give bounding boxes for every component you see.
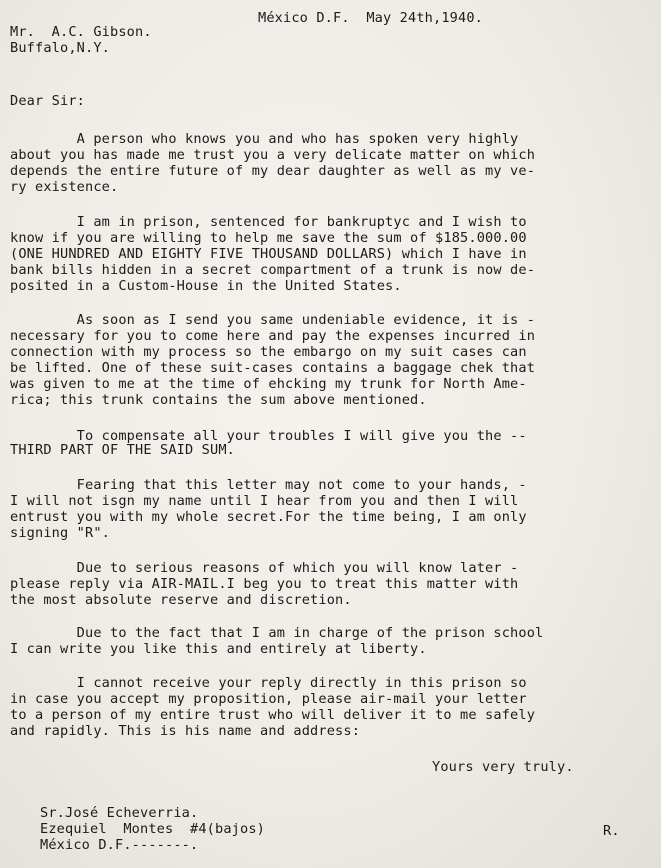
paragraph-line: know if you are willing to help me save the sum of $185.000.00 [10,230,527,246]
paragraph-line: was given to me at the time of ehcking my trunk for North Ame- [10,376,527,392]
signature-initial: R. [603,823,620,839]
recipient-city: Buffalo,N.Y. [10,40,111,56]
address-street: Ezequiel Montes #4(bajos) [40,821,266,837]
paragraph-line: Fearing that this letter may not come to your hands, - [10,477,527,493]
paragraph-line: the most absolute reserve and discretion. [10,592,352,608]
paragraph-line: THIRD PART OF THE SAID SUM. [10,442,236,458]
paragraph-line: As soon as I send you same undeniable evidence, it is - [10,312,536,328]
paragraph-line: entrust you with my whole secret.For the time being, I am only [10,509,527,525]
paragraph-line: please reply via AIR-MAIL.I beg you to treat this matter with [10,576,519,592]
paragraph-line: signing "R". [10,525,111,541]
paragraph-line: connection with my process so the embargo on my suit cases can [10,344,527,360]
paragraph-line: bank bills hidden in a secret compartment of a trunk is now de- [10,262,536,278]
address-city: México D.F.-------. [40,837,199,853]
paragraph-line: I am in prison, sentenced for bankruptyc and I wish to [10,214,527,230]
paragraph-line: about you has made me trust you a very delicate matter on which [10,147,536,163]
paragraph-line: I can write you like this and entirely at liberty. [10,641,427,657]
paragraph-line: To compensate all your troubles I will give you the -- [10,428,527,444]
address-name: Sr.José Echeverria. [40,805,199,821]
paragraph-line: necessary for you to come here and pay the expenses incurred in [10,328,536,344]
paragraph-line: to a person of my entire trust who will deliver it to me safely [10,707,536,723]
closing: Yours very truly. [432,759,574,775]
paragraph-line: Due to the fact that I am in charge of the prison school [10,625,544,641]
paragraph-line: depends the entire future of my dear daughter as well as my ve- [10,163,536,179]
paragraph-line: I cannot receive your reply directly in this prison so [10,675,527,691]
paragraph-line: in case you accept my proposition, please air-mail your letter [10,691,527,707]
paragraph-line: Due to serious reasons of which you will know later - [10,560,519,576]
paragraph-line: be lifted. One of these suit-cases contains a baggage chek that [10,360,536,376]
dateline: México D.F. May 24th,1940. [258,10,484,26]
paragraph-line: posited in a Custom-House in the United States. [10,278,402,294]
paragraph-line: and rapidly. This is his name and address: [10,723,361,739]
paragraph-line: rica; this trunk contains the sum above mentioned. [10,392,427,408]
salutation: Dear Sir: [10,93,86,109]
paragraph-line: (ONE HUNDRED AND EIGHTY FIVE THOUSAND DOLLARS) which I have in [10,246,527,262]
recipient-name: Mr. A.C. Gibson. [10,24,152,40]
paragraph-line: A person who knows you and who has spoken very highly [10,131,519,147]
paragraph-line: ry existence. [10,179,119,195]
paragraph-line: I will not isgn my name until I hear from you and then I will [10,493,519,509]
